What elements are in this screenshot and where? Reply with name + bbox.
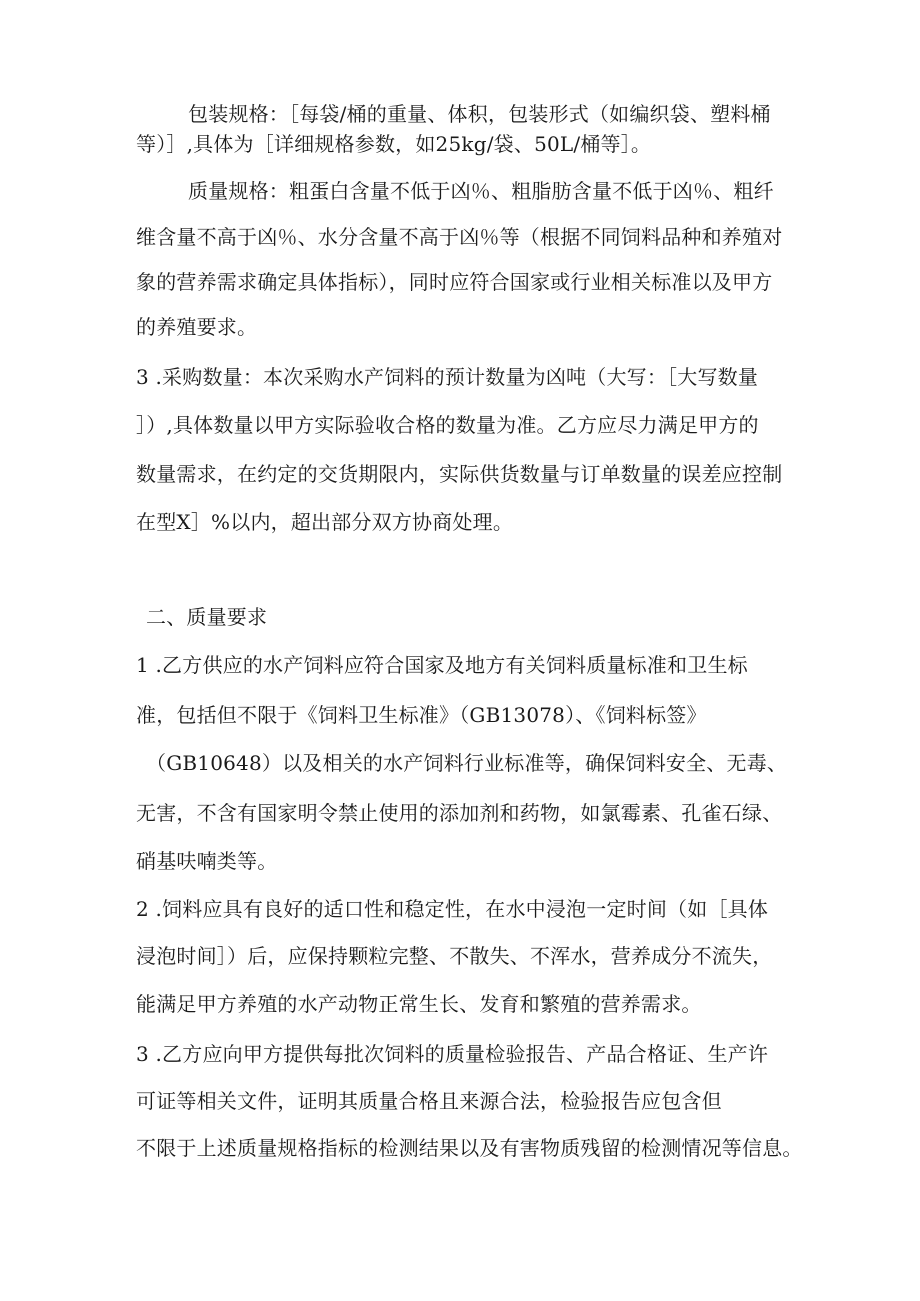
quality-item-1-line-1: 1 .乙方供应的水产饲料应符合国家及地方有关饲料质量标准和卫生标 bbox=[136, 653, 748, 677]
purchase-quantity-line-2: ］）,具体数量以甲方实际验收合格的数量为准。乙方应尽力满足甲方的 bbox=[136, 413, 759, 437]
quality-spec-line-1: 质量规格：粗蛋白含量不低于凶％、粗脂肪含量不低于凶％、粗纤 bbox=[188, 179, 774, 203]
purchase-quantity-line-1: 3 .采购数量：本次采购水产饲料的预计数量为凶吨（大写：［大写数量 bbox=[136, 365, 759, 389]
quality-item-2-line-3: 能满足甲方养殖的水产动物正常生长、发育和繁殖的营养需求。 bbox=[136, 992, 702, 1016]
packaging-spec-line-2: 等）］,具体为［详细规格参数，如25kg/袋、50L/桶等］。 bbox=[136, 132, 652, 156]
quality-item-2-line-2: 浸泡时间］）后，应保持颗粒完整、不散失、不浑水，营养成分不流失， bbox=[136, 944, 773, 968]
quality-spec-line-2: 维含量不高于凶％、水分含量不高于凶％等（根据不同饲料品种和养殖对 bbox=[136, 225, 783, 249]
purchase-quantity-line-3: 数量需求，在约定的交货期限内，实际供货数量与订单数量的误差应控制 bbox=[136, 462, 783, 486]
quality-item-3-line-3: 不限于上述质量规格指标的检测结果以及有害物质残留的检测情况等信息。 bbox=[136, 1136, 803, 1160]
quality-item-1-line-4: 无害，不含有国家明令禁止使用的添加剂和药物，如氯霉素、孔雀石绿、 bbox=[136, 801, 783, 825]
quality-spec-line-3: 象的营养需求确定具体指标），同时应符合国家或行业相关标准以及甲方 bbox=[136, 270, 773, 294]
quality-item-1-line-2: 准，包括但不限于《饲料卫生标准》（GB13078）、《饲料标签》 bbox=[136, 703, 707, 727]
quality-item-3-line-2: 可证等相关文件，证明其质量合格且来源合法，检验报告应包含但 bbox=[136, 1089, 722, 1113]
quality-spec-line-4: 的养殖要求。 bbox=[136, 315, 258, 339]
quality-item-1-line-5: 硝基呋喃类等。 bbox=[136, 849, 278, 873]
quality-item-2-line-1: 2 .饲料应具有良好的适口性和稳定性，在水中浸泡一定时间（如［具体 bbox=[136, 897, 769, 921]
section-two-heading: 二、质量要求 bbox=[146, 605, 268, 629]
packaging-spec-line-1: 包装规格：［每袋/桶的重量、体积，包装形式（如编织袋、塑料桶 bbox=[188, 102, 771, 126]
purchase-quantity-line-4: 在型X］%以内，超出部分双方协商处理。 bbox=[136, 510, 514, 534]
quality-item-3-line-1: 3 .乙方应向甲方提供每批次饲料的质量检验报告、产品合格证、生产许 bbox=[136, 1042, 769, 1066]
quality-item-1-line-3: （GB10648）以及相关的水产饲料行业标准等，确保饲料安全、无毒、 bbox=[146, 751, 788, 775]
